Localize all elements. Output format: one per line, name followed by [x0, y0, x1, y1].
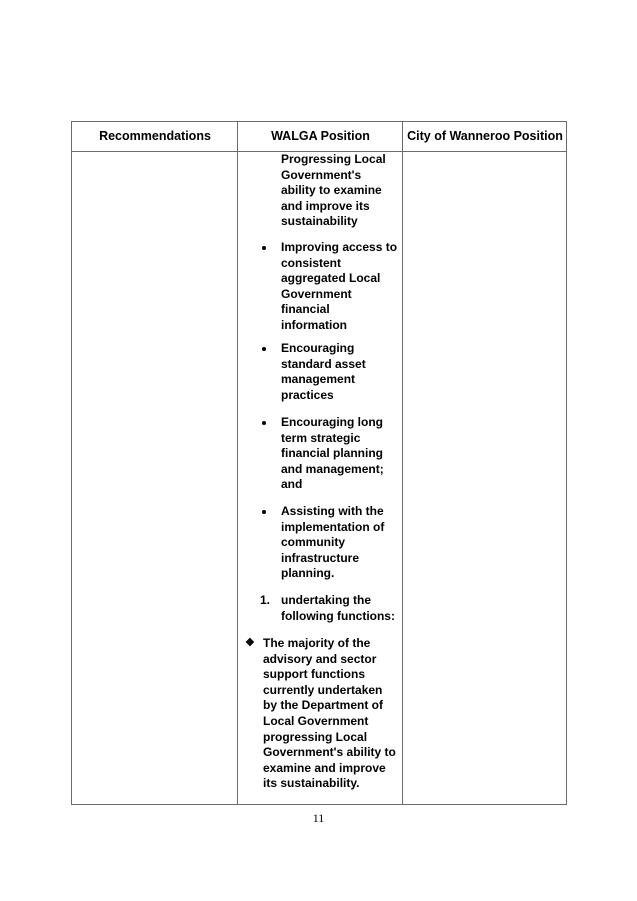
page-number: 11	[312, 811, 325, 825]
text-line: implementation of	[281, 519, 385, 534]
header-walga-position: WALGA Position	[271, 129, 370, 143]
text-line: examine and improve	[263, 760, 386, 775]
text-line: infrastructure	[281, 550, 360, 565]
text-line: Government	[281, 286, 352, 301]
text-line: progressing Local	[263, 729, 368, 744]
bullet-item-infrastructure	[281, 504, 384, 582]
diamond-bullet-icon: ❖	[245, 637, 255, 649]
bullet-icon	[262, 421, 266, 425]
text-line: and improve its	[281, 198, 370, 213]
bullet-icon	[262, 246, 266, 250]
text-line: by the Department of	[263, 698, 384, 713]
text-line: and	[281, 477, 303, 492]
text-line: planning.	[281, 566, 335, 581]
text-line: practices	[281, 387, 334, 402]
numbered-item-functions	[281, 593, 395, 624]
text-line: undertaking the	[281, 593, 372, 607]
bullet-icon	[262, 510, 266, 514]
bullet-item-financial-planning	[281, 415, 384, 493]
text-line: and management;	[281, 461, 384, 476]
text-line: aggregated Local	[281, 271, 381, 286]
text-line: information	[281, 317, 347, 332]
bullet-item-asset-management	[281, 341, 366, 403]
text-line: Progressing Local	[281, 152, 386, 166]
text-line: Encouraging	[281, 341, 355, 355]
text-line: ability to examine	[281, 183, 382, 198]
text-line: following functions:	[281, 608, 395, 623]
text-line: Assisting with the	[281, 504, 384, 518]
text-line: Encouraging long	[281, 415, 383, 429]
text-line: Government's	[281, 167, 362, 182]
numbered-list-marker: 1.	[260, 593, 271, 607]
text-line: advisory and sector	[263, 651, 377, 666]
text-line: Improving access to	[281, 240, 398, 254]
positions-table	[71, 121, 567, 805]
column-divider-1	[237, 122, 238, 804]
text-line: management	[281, 372, 356, 387]
text-line: support functions	[263, 667, 365, 682]
table-header-row	[72, 122, 566, 152]
column-divider-2	[402, 122, 403, 804]
text-line: financial planning	[281, 446, 384, 461]
text-line: Government's ability to	[263, 745, 396, 760]
text-line: Local Government	[263, 713, 369, 728]
diamond-item-advisory	[263, 636, 396, 792]
bullet-icon	[262, 347, 266, 351]
text-line: standard asset	[281, 356, 366, 371]
text-line: consistent	[281, 255, 342, 270]
continuation-text	[281, 152, 386, 230]
header-wanneroo-position: City of Wanneroo Position	[407, 129, 563, 143]
text-line: The majority of the	[263, 636, 371, 650]
text-line: sustainability	[281, 214, 358, 229]
bullet-item-access	[281, 240, 397, 334]
text-line: financial	[281, 302, 330, 317]
text-line: community	[281, 535, 346, 550]
text-line: currently undertaken	[263, 682, 383, 697]
header-recommendations: Recommendations	[99, 129, 211, 143]
text-line: its sustainability.	[263, 776, 360, 791]
text-line: term strategic	[281, 430, 361, 445]
